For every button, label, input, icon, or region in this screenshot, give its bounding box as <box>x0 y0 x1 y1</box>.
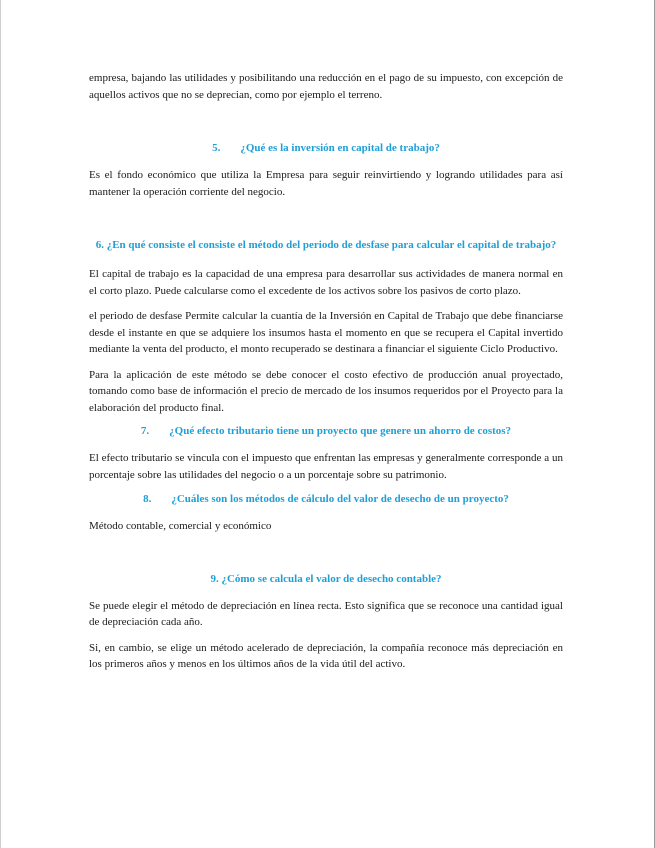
q9-answer-paragraph-2: Si, en cambio, se elige un método acelerado de depreciación, la compañía reconoce más depreciación en los primeros años y menos en los últimos años de la vida útil del activo. <box>89 641 563 670</box>
document-page <box>89 70 563 673</box>
q6-answer-paragraph-3: Para la aplicación de este método se debe conocer el costo efectivo de producción anual proyectado, tomando como base de información el precio de mercado de los insumos requeridos por el Proyecto para la elaboración del producto final. <box>89 368 563 414</box>
heading-q6: 6. ¿En qué consiste el consiste el método del periodo de desfase para calcular el capital de trabajo? <box>95 239 557 251</box>
q6-answer-paragraph-2: el periodo de desfase Permite calcular la cuantía de la Inversión en Capital de Trabajo que debe financiarse desde el instante en que se adquiere los insumos hasta el momento en que se recupera el Capital invertido mediante la venta del producto, el monto recuperado se destinara a financiar el siguiente Ciclo Productivo. <box>89 310 563 355</box>
heading-q5-number: 5. <box>212 142 221 154</box>
heading-q8 <box>89 491 563 507</box>
heading-q9: 9. ¿Cómo se calcula el valor de desecho contable? <box>210 572 442 585</box>
heading-q8-number: 8. <box>143 493 152 505</box>
heading-q8-text: ¿Cuáles son los métodos de cálculo del valor de desecho de un proyecto? <box>171 493 509 505</box>
page-edge-left <box>0 0 1 848</box>
heading-q5 <box>89 140 563 156</box>
heading-q7-text: ¿Qué efecto tributario tiene un proyecto que genere un ahorro de costos? <box>169 425 512 437</box>
q6-answer-paragraph-1: El capital de trabajo es la capacidad de una empresa para desarrollar sus actividades de manera normal en el corto plazo. Puede calcularse como el excedente de los activos sobre los pasivos de corto plazo. <box>89 268 563 297</box>
q9-answer-paragraph-1: Se puede elegir el método de depreciación en línea recta. Esto significa que se reconoce una cantidad igual de depreciación cada año. <box>89 599 563 628</box>
heading-q7-number: 7. <box>140 425 150 437</box>
q8-answer-paragraph: Método contable, comercial y económico <box>89 520 272 532</box>
q7-answer-paragraph: El efecto tributario se vincula con el impuesto que enfrentan las empresas y generalmente corresponde a un porcentaje sobre las utilidades del negocio o a un porcentaje sobre su patrimonio. <box>89 452 563 481</box>
heading-q5-text: ¿Qué es la inversión en capital de trabajo? <box>240 142 440 154</box>
intro-paragraph: empresa, bajando las utilidades y posibilitando una reducción en el pago de su impuesto, con excepción de aquellos activos que no se deprecian, como por ejemplo el terreno. <box>89 72 563 101</box>
q5-answer-paragraph: Es el fondo económico que utiliza la Empresa para seguir reinvirtiendo y logrando utilidades para así mantener la operación corriente del negocio. <box>89 169 563 198</box>
heading-q7 <box>89 423 563 439</box>
